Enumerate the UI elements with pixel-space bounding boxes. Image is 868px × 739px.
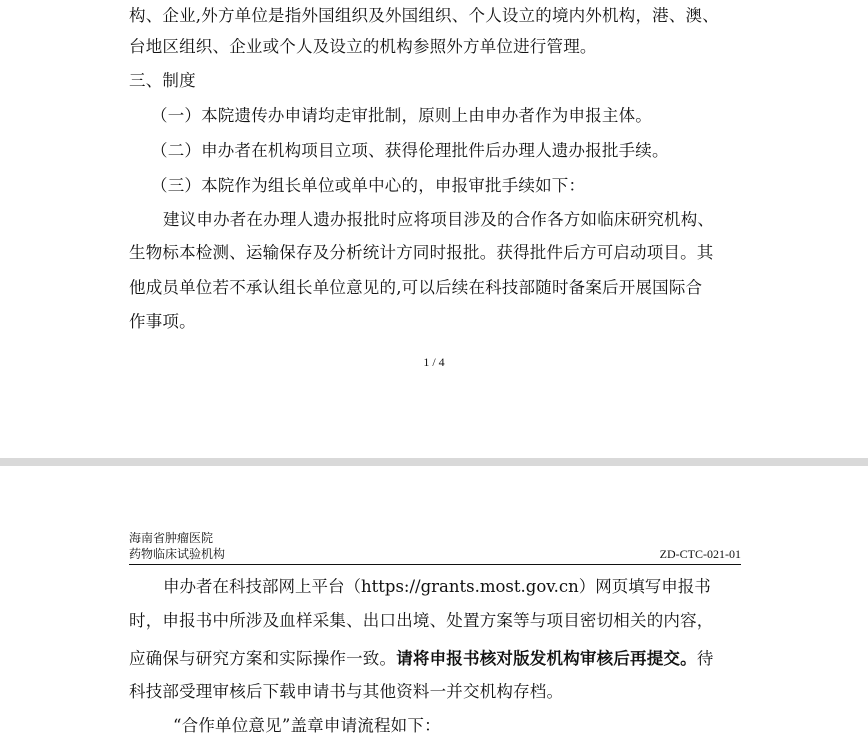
paragraph-line: 他成员单位若不承认组长单位意见的,可以后续在科技部随时备案后开展国际合 xyxy=(129,278,703,297)
document-page-2 xyxy=(0,466,868,739)
page-number: 1 / 4 xyxy=(423,355,445,369)
header-org-name: 海南省肿瘤医院 xyxy=(129,531,214,545)
header-rule xyxy=(129,564,741,565)
page-separator xyxy=(0,458,868,466)
paragraph-line: （三）本院作为组长单位或单中心的，申报审批手续如下： xyxy=(151,176,586,195)
paragraph-line: “合作单位意见”盖章申请流程如下： xyxy=(173,716,441,735)
paragraph-line: 台地区组织、企业或个人及设立的机构参照外方单位进行管理。 xyxy=(129,37,597,56)
paragraph-text: 待 xyxy=(696,649,714,668)
paragraph-line xyxy=(129,649,741,669)
paragraph-line: 建议申办者在办理人遗办报批时应将项目涉及的合作各方如临床研究机构、 xyxy=(163,210,715,229)
section-heading: 三、制度 xyxy=(129,71,196,90)
paragraph-line: （一）本院遗传办申请均走审批制，原则上由申办者作为申报主体。 xyxy=(151,106,652,125)
header-dept-name: 药物临床试验机构 xyxy=(129,547,226,561)
paragraph-line: 科技部受理审核后下载申请书与其他资料一并交机构存档。 xyxy=(129,682,564,701)
paragraph-line: 申办者在科技部网上平台（https://grants.most.gov.cn）网页填写申报书 xyxy=(163,577,711,596)
paragraph-line: 时，申报书中所涉及血样采集、出口出境、处置方案等与项目密切相关的内容， xyxy=(129,611,714,630)
paragraph-line: 构、企业,外方单位是指外国组织及外国组织、个人设立的境内外机构，港、澳、 xyxy=(129,6,719,25)
paragraph-line: 作事项。 xyxy=(129,312,196,331)
paragraph-line: 生物标本检测、运输保存及分析统计方同时报批。获得批件后方可启动项目。其 xyxy=(129,243,714,262)
bold-instruction: 请将申报书核对版发机构审核后再提交。 xyxy=(396,649,697,668)
paragraph-text: 应确保与研究方案和实际操作一致。 xyxy=(129,649,397,668)
header-doc-code: ZD-CTC-021-01 xyxy=(659,547,741,561)
paragraph-line: （二）申办者在机构项目立项、获得伦理批件后办理人遗办报批手续。 xyxy=(151,141,669,160)
